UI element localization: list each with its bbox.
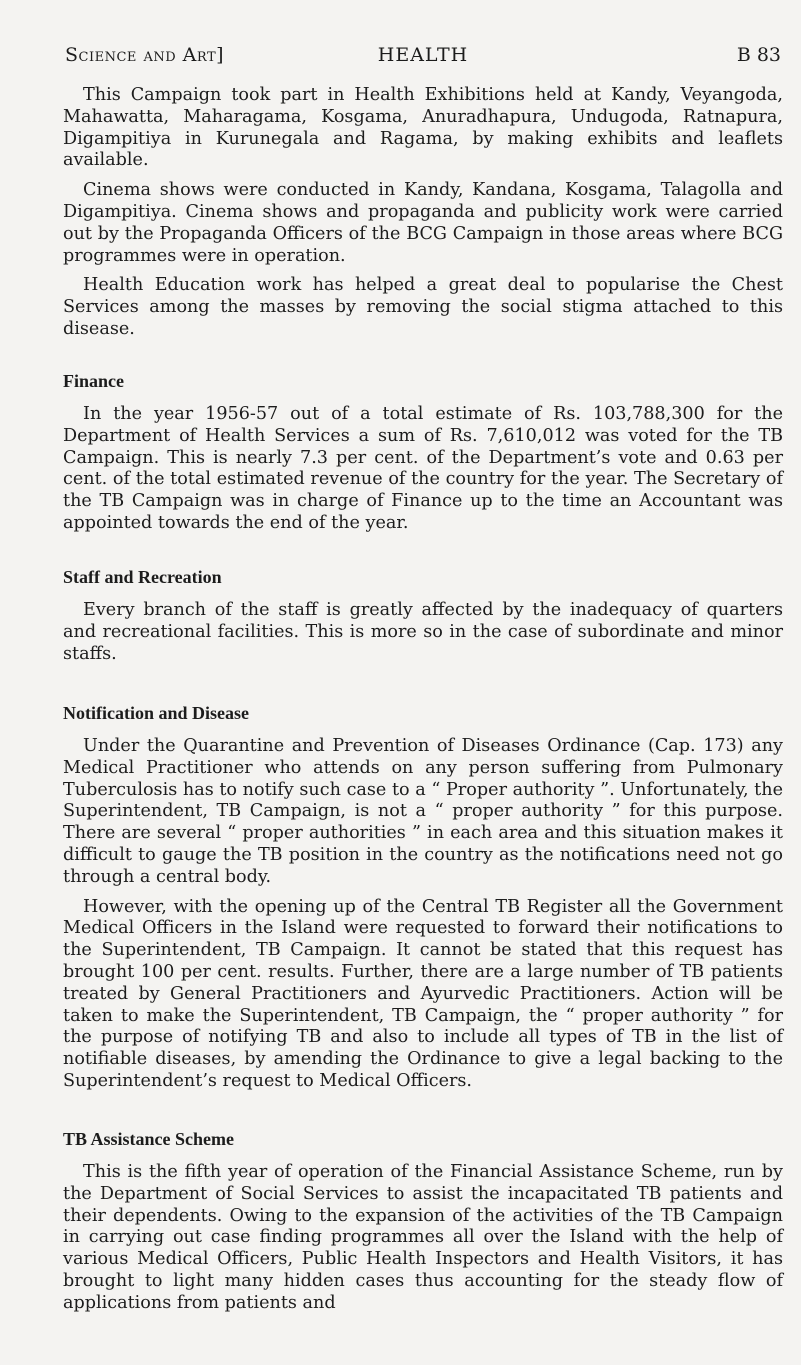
paragraph: However, with the opening up of the Central TB Register all the Government Medical Officers in the Island were requested to forward their notifications to the Superintendent, TB Campaign. It cannot be stated that this request has brought 100 per cent. results. Further, there are a large number of TB patients treated by General Practitioners and Ayurvedic Practitioners. Action will be taken to make the Superintendent, TB Campaign, the “ proper authority ” for the purpose of notifying TB and also to include all types of TB in the list of notifiable diseases, by amending the Ordinance to give a legal backing to the Superintendent’s request to Medical Officers. [63,896,783,1091]
intro-section [63,85,783,341]
staff-section [63,567,783,665]
section-heading: Notification and Disease [63,703,249,723]
paragraph: This is the fifth year of operation of the Financial Assistance Scheme, run by the Department of Social Services to assist the incapacitated TB patients and their dependents. Owing to the expansion of the activities of the TB Campaign in carrying out case finding programmes all over the Island with the help of various Medical Officers, Public Health Inspectors and Health Visitors, it has brought to light many hidden cases thus accounting for the steady flow of applications from patients and [63,1162,783,1313]
paragraph: In the year 1956-57 out of a total estimate of Rs. 103,788,300 for the Department of Health Services a sum of Rs. 7,610,012 was voted for the TB Campaign. This is nearly 7.3 per cent. of the Department’s vote and 0.63 per cent. of the total estimated revenue of the country for the year. The Secretary of the TB Campaign was in charge of Finance up to the time an Accountant was appointed towards the end of the year. [63,404,783,533]
paragraph: Every branch of the staff is greatly affected by the inadequacy of quarters and recreational facilities. This is more so in the case of subordinate and minor staffs. [63,600,783,664]
running-header [63,44,783,76]
page-number: B 83 [736,44,781,66]
notification-section [63,703,783,1093]
section-heading: Finance [63,371,124,391]
finance-section [63,371,783,535]
paragraph: This Campaign took part in Health Exhibitions held at Kandy, Veyangoda, Mahawatta, Maharagama, Kosgama, Anuradhapura, Undugoda, Ratnapura, Digampitiya in Kurunegala and Ragama, by making exhibits and leaflets available. [63,85,783,171]
section-heading: Staff and Recreation [63,567,222,587]
paragraph: Under the Quarantine and Prevention of Diseases Ordinance (Cap. 173) any Medical Practitioner who attends on any person suffering from Pulmonary Tuberculosis has to notify such case to a “ Proper authority ”. Unfortunately, the Superintendent, TB Campaign, is not a “ proper authority ” for this purpose. There are several “ proper authorities ” in each area and this situation makes it difficult to gauge the TB position in the country as the notifications need not go through a central body. [63,736,783,887]
page-body [63,85,783,1313]
paragraph: Cinema shows were conducted in Kandy, Kandana, Kosgama, Talagolla and Digampitiya. Cinema shows and propaganda and publicity work were carried out by the Propaganda Officers of the BCG Campaign in those areas where BCG programmes were in operation. [63,180,783,266]
section-heading: TB Assistance Scheme [63,1129,234,1149]
header-chapter-title: HEALTH [377,44,469,66]
paragraph: Health Education work has helped a great deal to popularise the Chest Services among the masses by removing the social stigma attached to this disease. [63,275,783,339]
header-section-title: Science and Art] [65,44,225,66]
tb-assistance-section [63,1129,783,1315]
